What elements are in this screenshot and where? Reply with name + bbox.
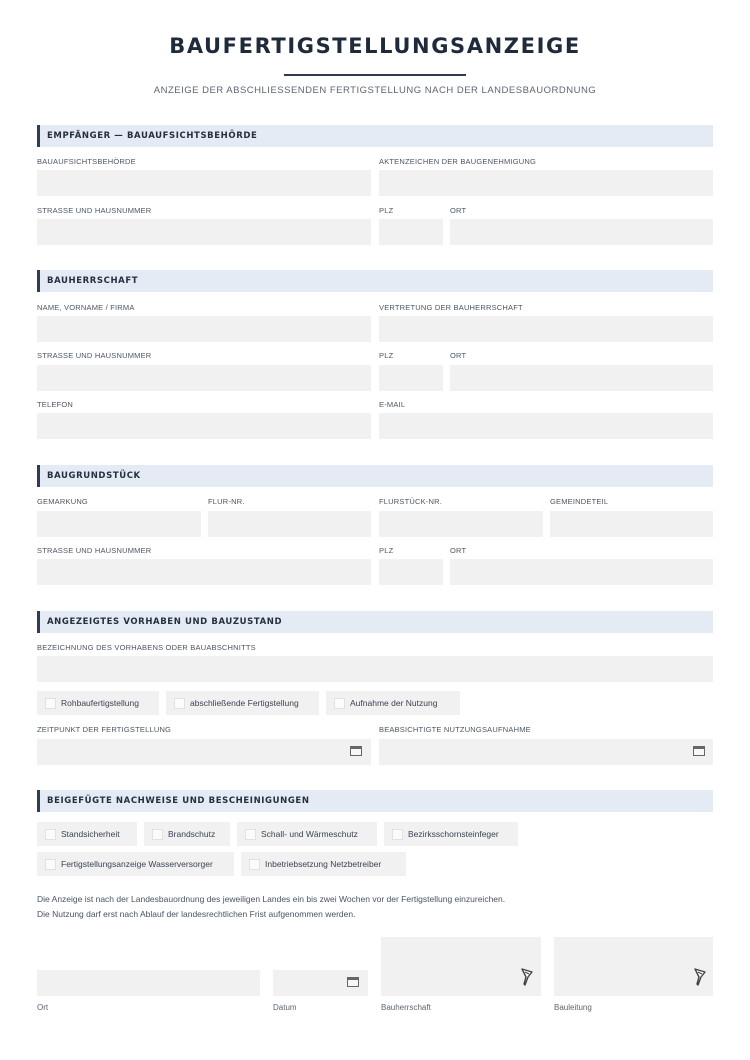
calendar-icon[interactable] [347,977,359,987]
grundstueck-strasse-field[interactable] [37,559,371,585]
section-heading-nachweise: BEIGEFÜGTE NACHWEISE UND BESCHEINIGUNGEN [37,790,713,812]
grundstueck-strasse-label: STRASSE UND HAUSNUMMER [37,546,152,555]
telefon-field[interactable] [37,413,371,439]
nachweis-schallschutz[interactable]: Schall- und Wärmeschutz [237,822,377,846]
note-nutzung: Die Nutzung darf erst nach Ablauf der landesrechtlichen Frist aufgenommen werden. [37,909,356,919]
empfaenger-plz-field[interactable] [379,219,443,245]
gemeindeteil-field[interactable] [550,511,713,537]
checkbox[interactable] [45,829,56,840]
empfaenger-ort-label: ORT [450,206,467,215]
flur-label: FLUR-NR. [208,497,245,506]
bauleitung-signature-label: Bauleitung [554,1003,592,1012]
flurstueck-label: FLURSTÜCK-NR. [379,497,443,506]
note-frist: Die Anzeige ist nach der Landesbauordnung des jeweiligen Landes ein bis zwei Wochen vor der Fertigstellung einzureichen. [37,894,506,904]
grundstueck-plz-label: PLZ [379,546,394,555]
section-heading-grundstueck: BAUGRUNDSTÜCK [37,465,713,487]
grundstueck-ort-field[interactable] [450,559,713,585]
nachweis-brandschutz[interactable]: Brandschutz [144,822,230,846]
bauherr-ort-field[interactable] [450,365,713,391]
grundstueck-ort-label: ORT [450,546,467,555]
gemarkung-field[interactable] [37,511,201,537]
checkbox[interactable] [45,859,56,870]
nachweis-standsicherheit[interactable]: Standsicherheit [37,822,137,846]
zeitpunkt-label: ZEITPUNKT DER FERTIGSTELLUNG [37,725,172,734]
aktenzeichen-label: AKTENZEICHEN DER BAUGENEHMIGUNG [379,157,537,166]
aktenzeichen-field[interactable] [379,170,713,196]
nutzung-label: BEABSICHTIGTE NUTZUNGSAUFNAHME [379,725,531,734]
empfaenger-strasse-field[interactable] [37,219,371,245]
checkbox[interactable] [245,829,256,840]
section-heading-empfaenger: EMPFÄNGER — BAUAUFSICHTSBEHÖRDE [37,125,713,147]
bauherrschaft-signature-label: Bauherrschaft [381,1003,431,1012]
option-rohbaufertigstellung[interactable]: Rohbaufertigstellung [37,691,159,715]
title-rule [284,74,466,76]
nachweis-wasserversorger[interactable]: Fertigstellungsanzeige Wasserversorger [37,852,234,876]
checkbox[interactable] [249,859,260,870]
section-heading-bauherrschaft: BAUHERRSCHAFT [37,270,713,292]
flurstueck-field[interactable] [379,511,543,537]
page-subtitle: ANZEIGE DER ABSCHLIESSENDEN FERTIGSTELLUNG NACH DER LANDESBAUORDNUNG [153,85,597,96]
pen-icon [520,968,534,986]
vertretung-field[interactable] [379,316,713,342]
calendar-icon[interactable] [693,746,705,756]
checkbox[interactable] [45,698,56,709]
name-label: NAME, VORNAME / FIRMA [37,303,135,312]
bauherr-strasse-field[interactable] [37,365,371,391]
nachweis-netzbetreiber[interactable]: Inbetriebsetzung Netzbetreiber [241,852,406,876]
calendar-icon[interactable] [350,746,362,756]
bezeichnung-label: BEZEICHNUNG DES VORHABENS ODER BAUABSCHNITTS [37,643,256,652]
section-heading-vorhaben: ANGEZEIGTES VORHABEN UND BAUZUSTAND [37,611,713,633]
option-aufnahme-nutzung[interactable]: Aufnahme der Nutzung [326,691,460,715]
zeitpunkt-date-field[interactable] [37,739,371,765]
checkbox[interactable] [152,829,163,840]
ort-field[interactable] [37,970,260,996]
signature-bauherrschaft[interactable] [381,937,541,996]
nachweis-schornsteinfeger[interactable]: Bezirksschornsteinfeger [384,822,518,846]
gemeindeteil-label: GEMEINDETEIL [550,497,609,506]
behoerde-field[interactable] [37,170,371,196]
bauherr-ort-label: ORT [450,351,467,360]
grundstueck-plz-field[interactable] [379,559,443,585]
nutzung-date-field[interactable] [379,739,713,765]
behoerde-label: BAUAUFSICHTSBEHÖRDE [37,157,136,166]
ort-label: Ort [37,1003,49,1012]
signature-bauleitung[interactable] [554,937,713,996]
email-field[interactable] [379,413,713,439]
bauherr-plz-label: PLZ [379,351,394,360]
vertretung-label: VERTRETUNG DER BAUHERRSCHAFT [379,303,523,312]
empfaenger-ort-field[interactable] [450,219,713,245]
page-title: BAUFERTIGSTELLUNGSANZEIGE [169,34,581,58]
bauherr-strasse-label: STRASSE UND HAUSNUMMER [37,351,152,360]
checkbox[interactable] [174,698,185,709]
bauherr-plz-field[interactable] [379,365,443,391]
empfaenger-strasse-label: STRASSE UND HAUSNUMMER [37,206,152,215]
telefon-label: TELEFON [37,400,73,409]
datum-label: Datum [273,1003,297,1012]
name-field[interactable] [37,316,371,342]
flur-field[interactable] [208,511,371,537]
pen-icon [693,968,707,986]
bezeichnung-field[interactable] [37,656,713,682]
checkbox[interactable] [334,698,345,709]
option-abschliessende-fertigstellung[interactable]: abschließende Fertigstellung [166,691,319,715]
email-label: E-MAIL [379,400,406,409]
gemarkung-label: GEMARKUNG [37,497,88,506]
empfaenger-plz-label: PLZ [379,206,394,215]
checkbox[interactable] [392,829,403,840]
